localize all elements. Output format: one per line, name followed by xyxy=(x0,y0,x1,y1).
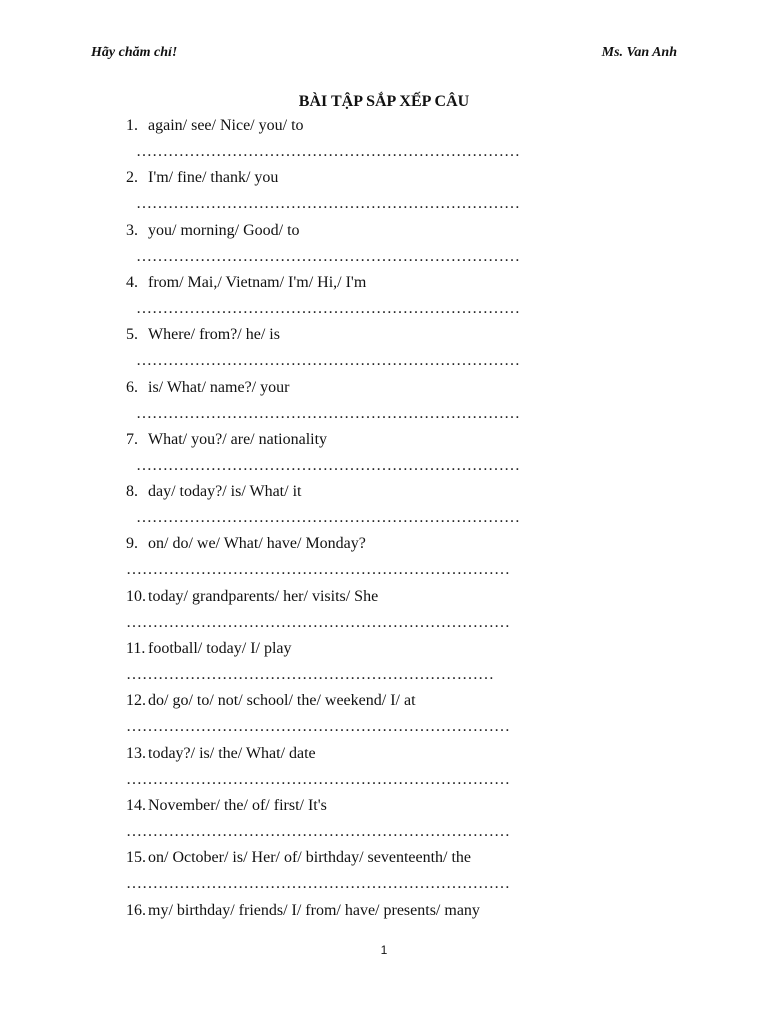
exercise-number: 3. xyxy=(126,221,138,239)
exercise-prompt: day/ today?/ is/ What/ it xyxy=(148,483,302,501)
exercise-prompt: on/ do/ we/ What/ have/ Monday? xyxy=(148,535,366,553)
exercise-item xyxy=(0,169,768,221)
answer-line[interactable]: ……………………………………………………………… xyxy=(126,875,510,893)
exercise-prompt: November/ the/ of/ first/ It's xyxy=(148,796,327,814)
exercise-number: 4. xyxy=(126,273,138,291)
exercise-prompt: Where/ from?/ he/ is xyxy=(148,326,280,344)
exercise-item xyxy=(0,274,768,326)
exercise-prompt: do/ go/ to/ not/ school/ the/ weekend/ I/ at xyxy=(148,692,416,710)
answer-line[interactable]: ……………………………………………………………… xyxy=(126,561,510,579)
exercise-item xyxy=(0,483,768,535)
exercise-item xyxy=(0,797,768,849)
exercise-prompt: is/ What/ name?/ your xyxy=(148,378,290,396)
exercise-number: 5. xyxy=(126,326,138,344)
exercise-prompt: football/ today/ I/ play xyxy=(148,640,292,657)
exercise-prompt: you/ morning/ Good/ to xyxy=(148,221,300,239)
answer-line[interactable]: …………………………………………………………… xyxy=(126,666,494,683)
exercise-item xyxy=(0,640,768,692)
exercise-item xyxy=(0,849,768,901)
exercise-prompt: today/ grandparents/ her/ visits/ She xyxy=(148,587,379,605)
exercise-number: 15. xyxy=(126,849,146,867)
exercise-prompt: on/ October/ is/ Her/ of/ birthday/ seventeenth/ the xyxy=(148,849,472,867)
answer-line[interactable]: ……………………………………………………………… xyxy=(136,404,520,422)
answer-line[interactable]: ……………………………………………………………… xyxy=(126,718,510,736)
exercise-item xyxy=(0,535,768,587)
answer-line[interactable]: ……………………………………………………………… xyxy=(136,456,520,474)
exercise-item xyxy=(0,745,768,797)
exercise-number: 6. xyxy=(126,378,138,396)
exercise-item xyxy=(0,431,768,483)
exercise-number: 13. xyxy=(126,744,146,762)
worksheet-title: BÀI TẬP SẮP XẾP CÂU xyxy=(298,93,470,110)
page-number: 1 xyxy=(380,943,388,957)
exercise-number: 12. xyxy=(126,692,146,710)
exercise-number: 1. xyxy=(126,117,138,134)
exercise-number: 9. xyxy=(126,535,138,553)
answer-line[interactable]: ……………………………………………………………… xyxy=(136,143,520,160)
answer-line[interactable]: ……………………………………………………………… xyxy=(136,247,520,265)
header-right-text: Ms. Van Anh xyxy=(601,45,677,60)
exercise-number: 2. xyxy=(126,169,138,187)
exercise-number: 14. xyxy=(126,796,146,814)
answer-line[interactable]: ……………………………………………………………… xyxy=(136,299,520,317)
exercise-prompt: my/ birthday/ friends/ I/ from/ have/ presents/ many xyxy=(148,901,480,919)
exercise-prompt: What/ you?/ are/ nationality xyxy=(148,430,328,448)
exercise-prompt: from/ Mai,/ Vietnam/ I'm/ Hi,/ I'm xyxy=(148,273,367,291)
answer-line[interactable]: ……………………………………………………………… xyxy=(136,195,520,213)
answer-line[interactable]: ……………………………………………………………… xyxy=(136,509,520,527)
exercise-item xyxy=(0,117,768,169)
header-left-text: Hãy chăm chỉ! xyxy=(91,45,178,60)
exercise-number: 8. xyxy=(126,483,138,501)
exercise-prompt: today?/ is/ the/ What/ date xyxy=(148,744,316,762)
exercise-number: 11. xyxy=(126,640,146,657)
exercise-prompt: again/ see/ Nice/ you/ to xyxy=(148,117,304,134)
answer-line[interactable]: ……………………………………………………………… xyxy=(126,613,510,631)
answer-line[interactable]: ……………………………………………………………… xyxy=(126,770,510,788)
exercise-item xyxy=(0,692,768,744)
exercise-item xyxy=(0,379,768,431)
answer-line[interactable]: ……………………………………………………………… xyxy=(126,822,510,840)
exercise-item xyxy=(0,588,768,640)
exercise-number: 10. xyxy=(126,587,146,605)
exercise-prompt: I'm/ fine/ thank/ you xyxy=(148,169,279,187)
exercise-item xyxy=(0,326,768,378)
exercise-item xyxy=(0,222,768,274)
answer-line[interactable]: ……………………………………………………………… xyxy=(136,352,520,370)
exercise-number: 7. xyxy=(126,430,138,448)
exercise-number: 16. xyxy=(126,901,146,919)
